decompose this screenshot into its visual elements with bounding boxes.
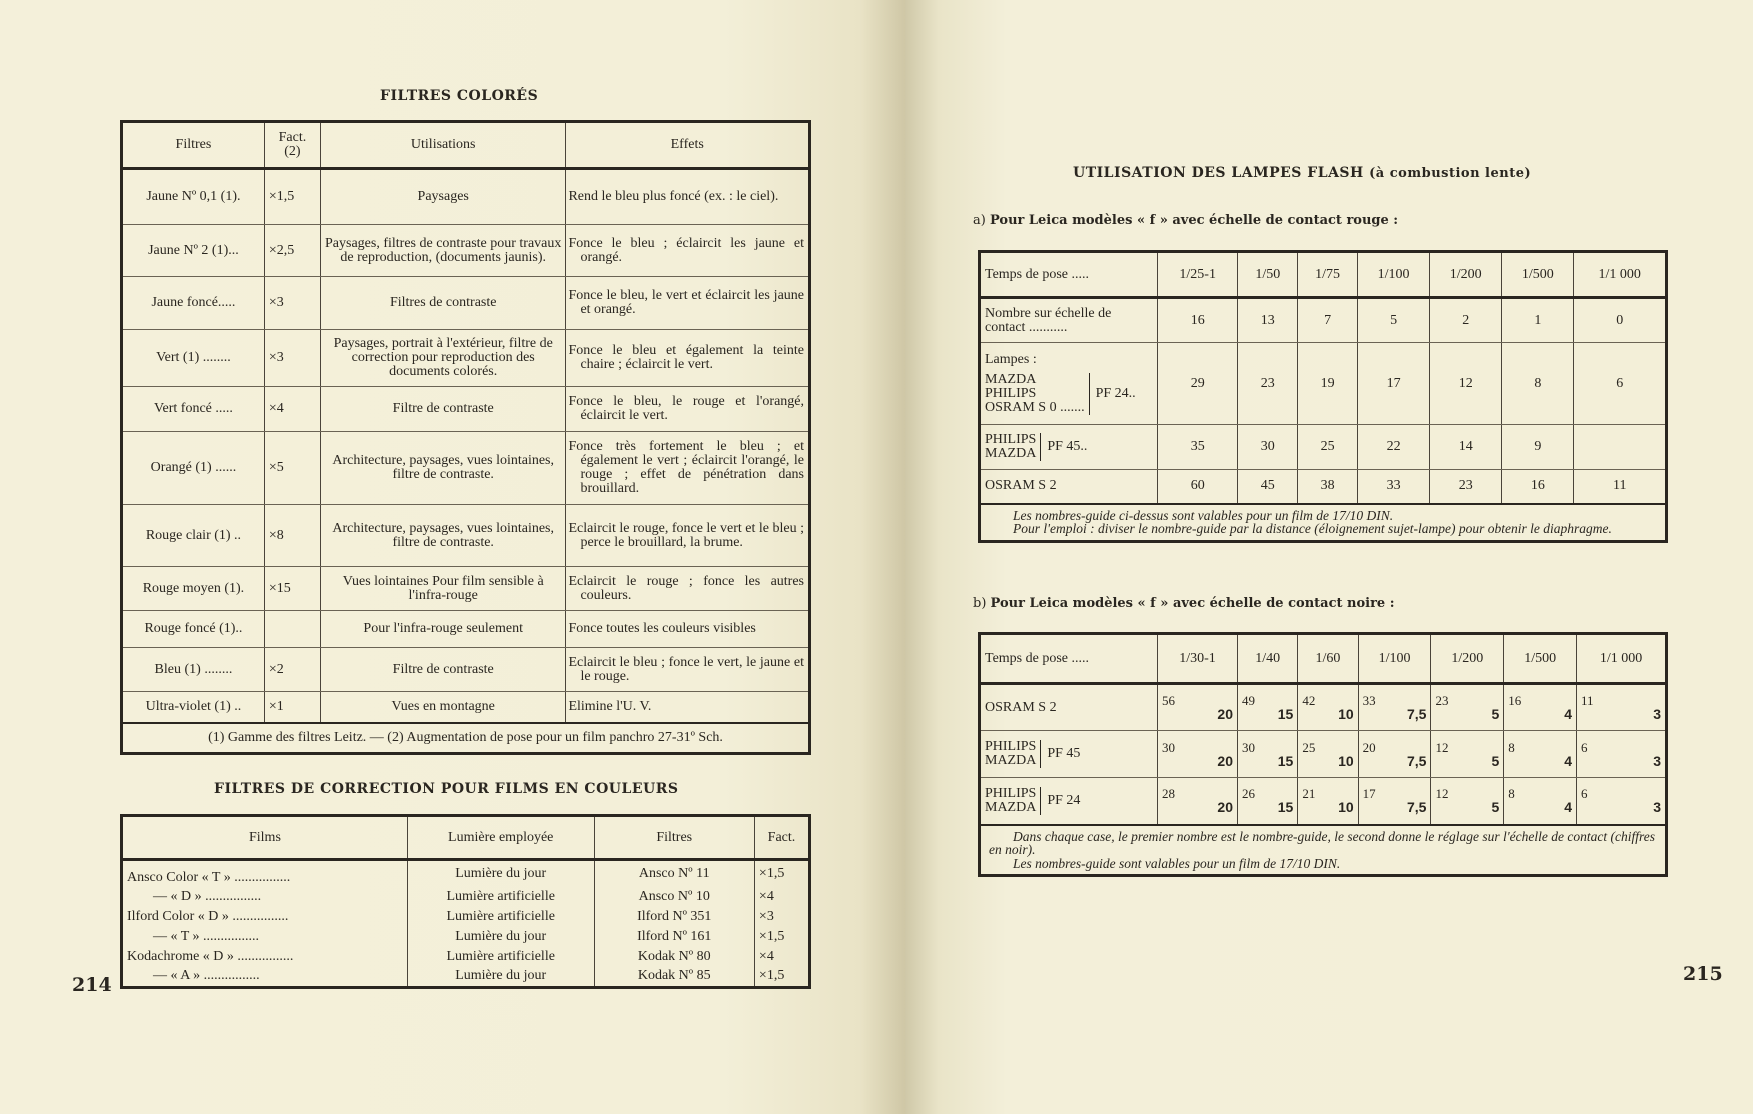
guide-number: 29	[1158, 343, 1238, 425]
filters-title: FILTRES COLORÉS	[380, 88, 539, 104]
exposure-factor: ×1,5	[754, 860, 809, 888]
table-row	[980, 778, 1667, 825]
film-name: — « A » ................	[153, 968, 260, 984]
flash-title	[1073, 165, 1531, 181]
lamp-names	[985, 740, 1041, 768]
lamp-model: PF 24..	[1095, 385, 1136, 401]
value-pair	[1508, 741, 1572, 768]
lamp-brand: PHILIPS	[985, 739, 1037, 754]
lamp-brand: PHILIPS	[985, 785, 1037, 801]
usage: Filtre de contraste	[320, 387, 565, 432]
guide-number: 11	[1581, 693, 1594, 708]
usage: Paysages, portrait à l'extérieur, filtre de correction pour reproduction des documents colorés.	[320, 330, 565, 387]
filter-name: Jaune Nº 2 (1)...	[122, 225, 265, 277]
guide-number: 20	[1362, 739, 1376, 755]
guide-number: 30	[1162, 739, 1175, 755]
light-type: Lumière du jour	[407, 927, 594, 947]
value-cell	[1504, 731, 1577, 778]
contact-setting: 7,5	[1406, 706, 1427, 722]
usage: Paysages, filtres de contraste pour travaux de reproduction, (documents jaunis).	[320, 225, 565, 277]
lamp-group	[985, 373, 1153, 415]
value-cell	[1431, 684, 1504, 731]
effect: Fonce le bleu et également la teinte chaire ; éclaircit le vert.	[566, 330, 810, 387]
contact-value: 7	[1298, 298, 1358, 343]
exposure-factor: ×3	[754, 907, 809, 927]
page-number: 214	[72, 974, 112, 996]
effect: Elimine l'U. V.	[566, 692, 810, 723]
flash-table-red-scale	[978, 250, 1668, 543]
film-name: Ilford Color « D » ................	[127, 909, 289, 924]
exposure-factor: ×1,5	[754, 967, 809, 987]
table-row	[122, 505, 810, 567]
section-b-text: Pour Leica modèles « f » avec échelle de contact noire :	[990, 596, 1395, 611]
flash-title-main: UTILISATION DES LAMPES FLASH	[1073, 165, 1364, 181]
light-type: Lumière artificielle	[407, 947, 594, 967]
value-cell	[1298, 731, 1358, 778]
colored-filters-table	[120, 120, 811, 755]
value-cell	[1237, 684, 1297, 731]
guide-number: 22	[1357, 425, 1429, 470]
guide-number: 35	[1158, 425, 1238, 470]
lamp-model: PF 24	[1047, 792, 1081, 808]
column-header: 1/100	[1358, 634, 1431, 684]
value-cell	[1237, 778, 1297, 825]
table-row	[122, 907, 810, 927]
exposure-factor: ×1	[264, 692, 320, 723]
lamp-cell	[980, 425, 1158, 470]
value-cell	[1158, 778, 1238, 825]
usage: Pour l'infra-rouge seulement	[320, 611, 565, 648]
usage: Architecture, paysages, vues lointaines, filtre de contraste.	[320, 432, 565, 505]
correction-title: FILTRES DE CORRECTION POUR FILMS EN COULEURS	[214, 781, 679, 797]
table-row	[980, 425, 1667, 470]
column-header: Effets	[566, 122, 810, 169]
exposure-factor	[264, 611, 320, 648]
correction-filter: Ansco Nº 11	[594, 860, 754, 888]
exposure-factor: ×5	[264, 432, 320, 505]
column-header: Fact. (2)	[264, 122, 320, 169]
guide-number: 56	[1162, 693, 1175, 708]
contact-setting: 4	[1564, 706, 1573, 722]
contact-setting: 3	[1653, 799, 1661, 816]
page-number: 215	[1683, 963, 1723, 985]
value-pair	[1302, 741, 1353, 768]
contact-setting: 15	[1277, 706, 1294, 722]
lamp-brand: MAZDA	[985, 446, 1037, 461]
column-header: 1/50	[1238, 252, 1298, 298]
effect: Eclaircit le rouge ; fonce les autres couleurs.	[566, 567, 810, 611]
guide-number: 19	[1298, 343, 1358, 425]
value-pair	[1242, 741, 1293, 768]
guide-number: 38	[1298, 470, 1358, 504]
guide-number: 23	[1238, 343, 1298, 425]
correction-filter: Ilford Nº 161	[594, 927, 754, 947]
correction-filter: Ilford Nº 351	[594, 907, 754, 927]
lamp-model: PF 45..	[1047, 439, 1088, 454]
column-header: 1/200	[1430, 252, 1502, 298]
filter-name: Rouge clair (1) ..	[122, 505, 265, 567]
exposure-factor: ×3	[264, 330, 320, 387]
value-pair	[1162, 741, 1233, 768]
contact-value: 5	[1357, 298, 1429, 343]
lamp-group	[985, 701, 1153, 715]
guide-number	[1574, 425, 1667, 470]
effect: Fonce le bleu, le vert et éclaircit les jaune et orangé.	[566, 277, 810, 330]
column-header: Temps de pose .....	[980, 634, 1158, 684]
value-pair	[1508, 787, 1572, 814]
footnote-row	[122, 723, 810, 754]
effect: Fonce très fortement le bleu ; et également le vert ; éclaircit l'orangé, le rouge ; effet de pénétration dans brouillard.	[566, 432, 810, 505]
light-type: Lumière artificielle	[407, 887, 594, 907]
header-row	[122, 816, 810, 860]
exposure-factor: ×8	[264, 505, 320, 567]
lamp-brand: PHILIPS	[985, 385, 1037, 401]
value-cell	[1504, 684, 1577, 731]
guide-number: 21	[1302, 786, 1316, 802]
guide-number: 33	[1362, 693, 1376, 708]
guide-number: 16	[1508, 693, 1522, 708]
guide-number: 12	[1435, 786, 1449, 802]
value-pair	[1581, 787, 1661, 814]
contact-setting: 20	[1217, 752, 1233, 769]
usage: Vues lointaines Pour film sensible à l'infra-rouge	[320, 567, 565, 611]
guide-number: 42	[1302, 693, 1316, 708]
value-cell	[1237, 731, 1297, 778]
table-row	[122, 692, 810, 723]
contact-label: Nombre sur échelle de contact ...........	[980, 298, 1158, 343]
column-header: 1/500	[1502, 252, 1574, 298]
effect: Fonce toutes les couleurs visibles	[566, 611, 810, 648]
exposure-factor: ×3	[264, 277, 320, 330]
usage: Filtres de contraste	[320, 277, 565, 330]
table-row	[980, 343, 1667, 425]
contact-setting: 10	[1338, 799, 1354, 816]
section-b-heading	[973, 596, 1395, 611]
light-type: Lumière du jour	[407, 860, 594, 888]
filter-name: Vert (1) ........	[122, 330, 265, 387]
value-cell	[1158, 731, 1238, 778]
table-row	[122, 927, 810, 947]
guide-number: 17	[1357, 343, 1429, 425]
contact-setting: 3	[1653, 752, 1661, 769]
value-cell	[1298, 778, 1358, 825]
table-row	[980, 684, 1667, 731]
table-row	[122, 967, 810, 987]
value-cell	[1358, 731, 1431, 778]
guide-number: 30	[1241, 739, 1255, 755]
lamp-brand: OSRAM S 2	[985, 478, 1057, 494]
column-header: 1/30-1	[1158, 634, 1238, 684]
guide-number: 14	[1430, 425, 1502, 470]
usage: Vues en montagne	[320, 692, 565, 723]
lamp-names	[985, 373, 1090, 415]
contact-setting: 15	[1277, 799, 1294, 816]
exposure-factor: ×15	[264, 567, 320, 611]
exposure-factor: ×2	[264, 648, 320, 692]
table-row	[122, 169, 810, 225]
column-header: 1/75	[1298, 252, 1358, 298]
note-line: Les nombres-guide sont valables pour un film de 17/10 DIN.	[1013, 855, 1341, 871]
value-pair	[1242, 787, 1293, 814]
column-header: 1/200	[1431, 634, 1504, 684]
filter-name: Jaune foncé.....	[122, 277, 265, 330]
lamp-names	[985, 787, 1041, 815]
guide-number: 6	[1574, 343, 1667, 425]
column-header: 1/1 000	[1574, 252, 1667, 298]
lamp-group	[985, 787, 1153, 815]
value-pair	[1435, 694, 1499, 721]
table-row	[122, 277, 810, 330]
table-row	[122, 860, 810, 888]
lamp-group	[985, 740, 1153, 768]
header-row	[980, 252, 1667, 298]
value-cell	[1577, 778, 1667, 825]
value-pair	[1162, 694, 1233, 721]
value-pair	[1363, 787, 1427, 814]
contact-value: 13	[1238, 298, 1298, 343]
guide-number: 16	[1502, 470, 1574, 504]
value-cell	[1577, 684, 1667, 731]
flash-table-black-scale	[978, 632, 1668, 877]
contact-setting: 4	[1564, 752, 1573, 769]
contact-setting: 15	[1277, 752, 1294, 769]
column-header: 1/60	[1298, 634, 1358, 684]
lamp-brand: PHILIPS	[985, 432, 1037, 447]
section-a-prefix: a)	[973, 213, 986, 228]
note-line: Dans chaque case, le premier nombre est le nombre-guide, le second donne le réglage sur l'échelle de contact (chiffres en noir).	[989, 828, 1655, 857]
value-pair	[1363, 741, 1427, 768]
value-cell	[1158, 684, 1238, 731]
notes	[980, 825, 1667, 876]
section-b-prefix: b)	[973, 596, 987, 611]
column-header: 1/1 000	[1577, 634, 1667, 684]
table-row	[122, 567, 810, 611]
contact-setting: 5	[1491, 799, 1500, 816]
table-row	[980, 298, 1667, 343]
column-header: Utilisations	[320, 122, 565, 169]
contact-setting: 10	[1338, 706, 1354, 722]
guide-number: 8	[1508, 786, 1515, 802]
guide-number: 9	[1502, 425, 1574, 470]
contact-setting: 7,5	[1406, 799, 1427, 816]
table-row	[122, 947, 810, 967]
guide-number: 33	[1357, 470, 1429, 504]
filter-name: Rouge foncé (1)..	[122, 611, 265, 648]
table-row	[122, 887, 810, 907]
lamp-cell	[980, 470, 1158, 504]
lamp-cell	[980, 684, 1158, 731]
film-name: — « T » ................	[153, 929, 260, 944]
contact-setting: 5	[1491, 706, 1500, 722]
footnote: (1) Gamme des filtres Leitz. — (2) Augmentation de pose pour un film panchro 27-31º Sch.	[122, 723, 810, 754]
usage: Paysages	[320, 169, 565, 225]
contact-value: 2	[1430, 298, 1502, 343]
correction-filter: Ansco Nº 10	[594, 887, 754, 907]
lamp-brand: MAZDA	[985, 799, 1037, 815]
notes	[980, 504, 1667, 542]
guide-number: 49	[1241, 693, 1255, 708]
value-pair	[1581, 741, 1661, 768]
table-row	[122, 611, 810, 648]
exposure-factor: ×2,5	[264, 225, 320, 277]
lamp-brand: MAZDA	[985, 753, 1037, 768]
value-pair	[1508, 694, 1572, 721]
value-pair	[1581, 694, 1661, 721]
table-row	[980, 731, 1667, 778]
contact-setting: 20	[1217, 706, 1233, 722]
correction-filter: Kodak Nº 85	[594, 967, 754, 987]
guide-number: 30	[1238, 425, 1298, 470]
table-row	[980, 470, 1667, 504]
table-row	[122, 432, 810, 505]
value-cell	[1504, 778, 1577, 825]
contact-setting: 10	[1338, 752, 1354, 769]
guide-number: 45	[1238, 470, 1298, 504]
film-name: Kodachrome « D » ................	[127, 949, 294, 964]
value-pair	[1302, 787, 1353, 814]
header-row	[980, 634, 1667, 684]
exposure-factor: ×4	[264, 387, 320, 432]
lamp-cell	[980, 778, 1158, 825]
film-name: — « D » ................	[153, 889, 262, 904]
value-cell	[1358, 778, 1431, 825]
lamp-names	[985, 701, 1057, 715]
contact-setting: 20	[1217, 799, 1233, 816]
guide-number: 11	[1574, 470, 1667, 504]
lamp-cell	[980, 731, 1158, 778]
flash-title-suffix: (à combustion lente)	[1369, 166, 1532, 181]
guide-number: 23	[1435, 693, 1449, 708]
guide-number: 60	[1158, 470, 1238, 504]
filter-name: Vert foncé .....	[122, 387, 265, 432]
header-row	[122, 122, 810, 169]
lamp-names	[985, 433, 1041, 461]
contact-value: 0	[1574, 298, 1667, 343]
notes-row	[980, 504, 1667, 542]
film-name: Ansco Color « T » ................	[127, 870, 291, 885]
lamp-brand: OSRAM S 2	[985, 699, 1057, 715]
effect: Eclaircit le bleu ; fonce le vert, le jaune et le rouge.	[566, 648, 810, 692]
lamp-group	[985, 479, 1153, 493]
note-line: Les nombres-guide ci-dessus sont valables pour un film de 17/10 DIN.	[1013, 507, 1394, 523]
guide-number: 28	[1162, 786, 1175, 802]
value-cell	[1358, 684, 1431, 731]
effect: Fonce le bleu, le rouge et l'orangé, éclaircit le vert.	[566, 387, 810, 432]
lamp-names	[985, 479, 1057, 493]
guide-number: 26	[1241, 786, 1255, 802]
filter-name: Orangé (1) ......	[122, 432, 265, 505]
column-header: Temps de pose .....	[980, 252, 1158, 298]
light-type: Lumière du jour	[407, 967, 594, 987]
filter-name: Jaune Nº 0,1 (1).	[122, 169, 265, 225]
value-pair	[1363, 694, 1427, 721]
usage: Filtre de contraste	[320, 648, 565, 692]
value-cell	[1431, 731, 1504, 778]
column-header: 1/40	[1237, 634, 1297, 684]
column-header: Lumière employée	[407, 816, 594, 860]
lamp-brand: OSRAM S 0 .......	[985, 399, 1085, 415]
table-row	[122, 648, 810, 692]
guide-number: 25	[1302, 739, 1316, 755]
column-header: Filtres	[122, 122, 265, 169]
guide-number: 23	[1430, 470, 1502, 504]
exposure-factor: ×1,5	[264, 169, 320, 225]
exposure-factor: ×1,5	[754, 927, 809, 947]
guide-number: 17	[1362, 786, 1376, 802]
correction-filter: Kodak Nº 80	[594, 947, 754, 967]
value-cell	[1577, 731, 1667, 778]
contact-setting: 5	[1491, 752, 1500, 769]
lamp-model: PF 45	[1047, 746, 1081, 761]
guide-number: 8	[1508, 739, 1515, 755]
section-a-heading	[973, 213, 1398, 228]
right-page	[905, 0, 1753, 1114]
column-header: 1/100	[1357, 252, 1429, 298]
value-pair	[1162, 787, 1233, 814]
effect: Rend le bleu plus foncé (ex. : le ciel).	[566, 169, 810, 225]
table-row	[122, 330, 810, 387]
contact-setting: 3	[1653, 706, 1661, 722]
table-row	[122, 387, 810, 432]
value-pair	[1242, 694, 1293, 721]
column-header: 1/25-1	[1158, 252, 1238, 298]
correction-filters-table	[120, 814, 811, 989]
value-cell	[1298, 684, 1358, 731]
filter-name: Bleu (1) ........	[122, 648, 265, 692]
exposure-factor: ×4	[754, 887, 809, 907]
filter-name: Ultra-violet (1) ..	[122, 692, 265, 723]
lamps-label: Lampes :	[985, 351, 1037, 367]
note-line: Pour l'emploi : diviser le nombre-guide par la distance (éloignement sujet-lampe) pour obtenir le diaphragme.	[1013, 521, 1612, 536]
contact-setting: 4	[1564, 799, 1573, 816]
lamp-brand: MAZDA	[985, 371, 1037, 387]
value-pair	[1435, 787, 1499, 814]
value-cell	[1431, 778, 1504, 825]
guide-number: 8	[1502, 343, 1574, 425]
guide-number: 6	[1581, 786, 1588, 802]
contact-setting: 7,5	[1406, 752, 1427, 769]
value-pair	[1302, 694, 1353, 721]
guide-number: 6	[1581, 739, 1588, 755]
lamp-cell	[980, 343, 1158, 425]
effect: Eclaircit le rouge, fonce le vert et le bleu ; perce le brouillard, la brume.	[566, 505, 810, 567]
usage: Architecture, paysages, vues lointaines, filtre de contraste.	[320, 505, 565, 567]
effect: Fonce le bleu ; éclaircit les jaune et orangé.	[566, 225, 810, 277]
guide-number: 12	[1435, 739, 1449, 755]
contact-value: 16	[1158, 298, 1238, 343]
contact-value: 1	[1502, 298, 1574, 343]
light-type: Lumière artificielle	[407, 907, 594, 927]
column-header: 1/500	[1504, 634, 1577, 684]
filter-name: Rouge moyen (1).	[122, 567, 265, 611]
notes-row	[980, 825, 1667, 876]
section-a-text: Pour Leica modèles « f » avec échelle de contact rouge :	[989, 213, 1399, 228]
column-header: Fact.	[754, 816, 809, 860]
lamp-group	[985, 433, 1153, 461]
guide-number: 25	[1298, 425, 1358, 470]
table-row	[122, 225, 810, 277]
guide-number: 12	[1430, 343, 1502, 425]
value-pair	[1435, 741, 1499, 768]
column-header: Films	[122, 816, 408, 860]
exposure-factor: ×4	[754, 947, 809, 967]
column-header: Filtres	[594, 816, 754, 860]
